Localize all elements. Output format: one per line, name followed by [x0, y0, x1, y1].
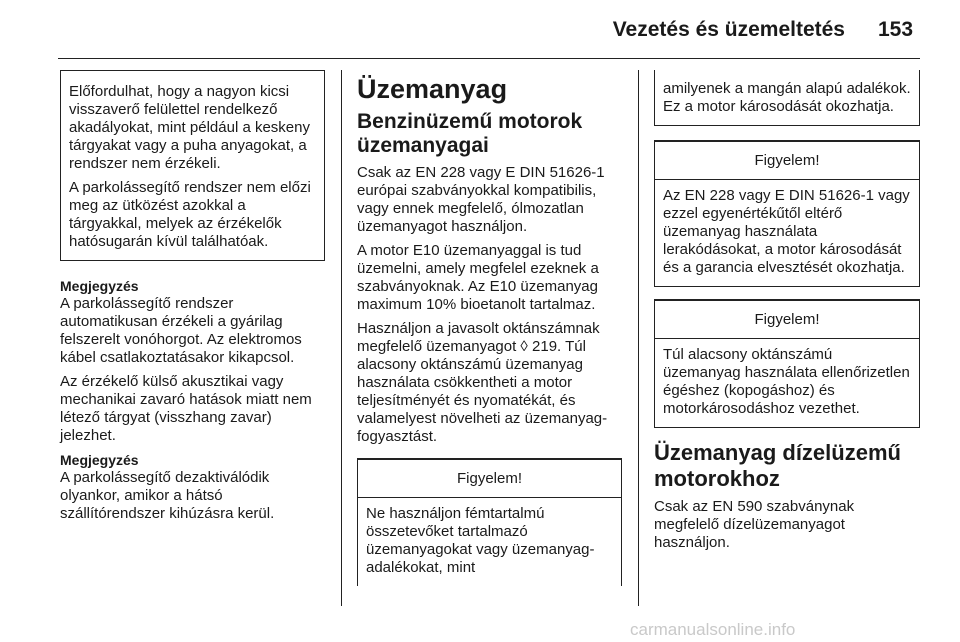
warning-title: Figyelem!	[655, 301, 919, 339]
column-middle	[357, 70, 622, 586]
body-paragraph: A motor E10 üzemanyaggal is tud üzemelni, amely megfelel ezeknek a szabványoknak. Az E10 üzemanyag maximum 10% bioetanolt tartalmaz.	[357, 242, 599, 313]
warning-box	[654, 140, 920, 287]
running-header-title: Vezetés és üzemeltetés	[612, 18, 845, 41]
warning-text: amilyenek a mangán alapú adalékok. Ez a motor károsodását okozhatja.	[663, 80, 911, 115]
warning-text: Túl alacsony oktánszámú üzemanyag használata ellenőrizetlen égéshez (kopogáshoz) és motorkárosodáshoz vezethet.	[663, 346, 910, 417]
watermark: carmanualsonline.info	[630, 620, 796, 639]
column-right	[654, 70, 920, 552]
note-text: Az érzékelő külső akusztikai vagy mechanikai zavaró hatások miatt nem létező tárgyat (visszhang zavar) jelezhet.	[60, 373, 312, 444]
warning-box-continued	[654, 70, 920, 126]
warning-box	[654, 299, 920, 428]
info-paragraph: A parkolássegítő rendszer nem előzi meg az ütközést azokkal a tárgyakkal, melyek az érzékelők hatósugarán kívül találhatóak.	[69, 179, 311, 250]
body-paragraph: Csak az EN 228 vagy E DIN 51626-1 európai szabványokkal kompatibilis, vagy ennek megfelelő, ólmozatlan üzemanyagot használjon.	[357, 164, 605, 235]
section-heading: Üzemanyag dízelüzemű motorokhoz	[654, 440, 901, 491]
column-divider	[638, 70, 639, 606]
warning-title: Figyelem!	[358, 460, 621, 498]
body-paragraph: Csak az EN 590 szabványnak megfelelő dízelüzemanyagot használjon.	[654, 498, 855, 551]
column-divider	[341, 70, 342, 606]
warning-title: Figyelem!	[655, 142, 919, 180]
note-label: Megjegyzés	[60, 452, 139, 468]
warning-box	[357, 458, 622, 586]
header-rule	[58, 58, 920, 59]
warning-text: Ne használjon fémtartalmú összetevőket tartalmazó üzemanyagokat vagy üzemanyag-adalékokat, mint	[366, 505, 595, 576]
note-block	[60, 277, 325, 445]
info-paragraph: Előfordulhat, hogy a nagyon kicsi visszaverő felülettel rendelkező akadályokat, mint például a keskeny tárgyakat vagy a puha anyagokat, a rendszer nem érzékeli.	[69, 83, 310, 172]
info-box	[60, 70, 325, 261]
note-label: Megjegyzés	[60, 278, 139, 294]
page-number: 153	[878, 18, 914, 41]
note-text: A parkolássegítő dezaktiválódik olyankor, amikor a hátsó szállítórendszer kihúzásra kerül.	[60, 469, 275, 522]
subsection-heading: Benzinüzemű motorok üzemanyagai	[357, 110, 583, 157]
body-paragraph: Használjon a javasolt oktánszámnak megfelelő üzemanyagot ◊ 219. Túl alacsony oktánszámú üzemanyag használata csökkentheti a motor teljesítményét és nyomatékát, és valamelyest növelheti az üzemanyag-fogyasztást.	[357, 320, 608, 445]
note-block	[60, 451, 325, 523]
section-heading: Üzemanyag	[357, 74, 508, 104]
warning-text: Az EN 228 vagy E DIN 51626-1 vagy ezzel egyenértékűtől eltérő üzemanyag használata lerakódásokat, a motor károsodását és a garancia elvesztését okozhatja.	[663, 187, 910, 276]
column-left	[60, 70, 325, 523]
note-text: A parkolássegítő rendszer automatikusan érzékeli a gyárilag felszerelt vonóhorgot. Az elektromos kábel csatlakoztatásakor kikapcsol.	[60, 295, 302, 366]
